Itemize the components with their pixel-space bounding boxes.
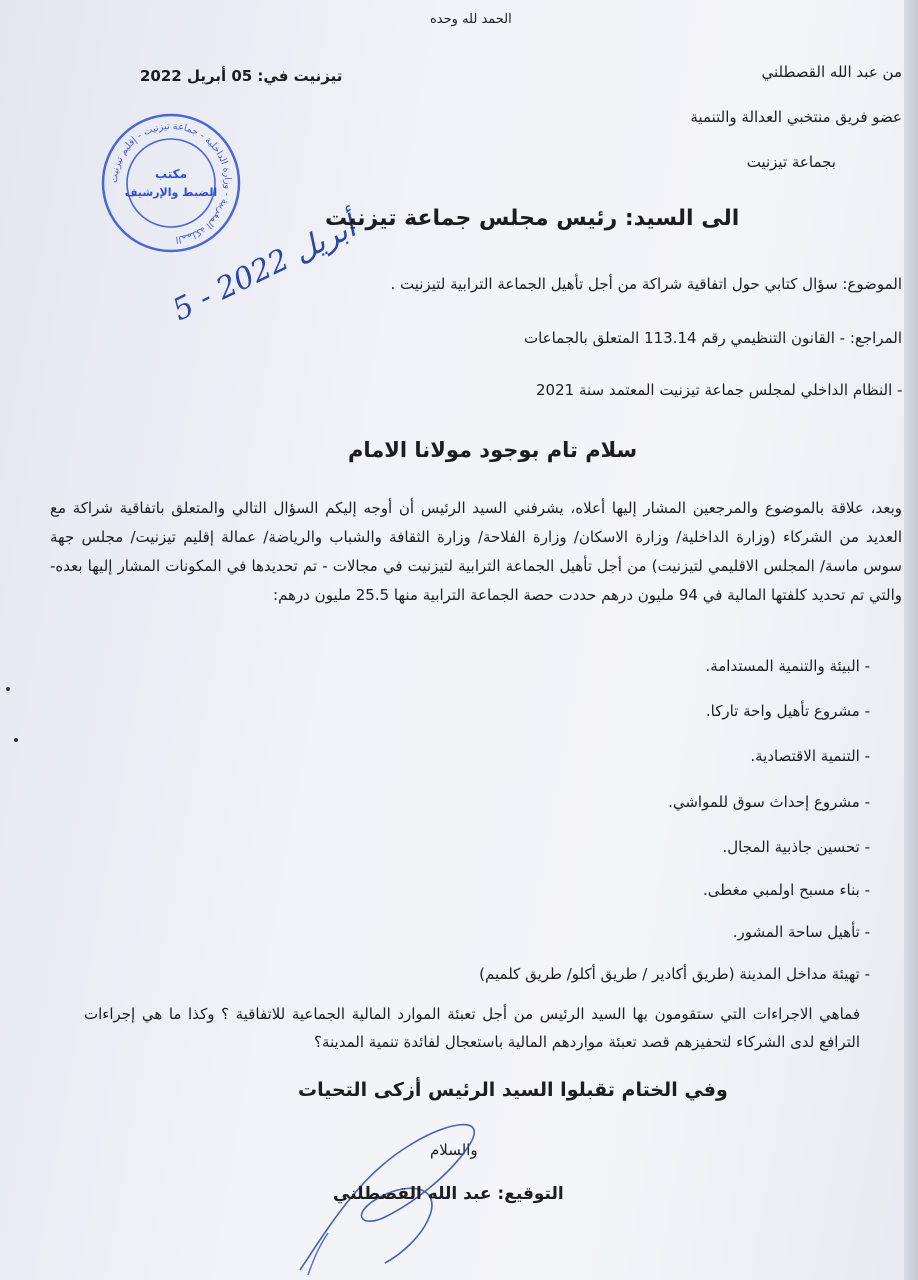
reference-1: المراجع: - القانون التنظيمي رقم 113.14 المتعلق بالجماعات xyxy=(523,329,902,347)
stamp-center-line2: الضبط والإرشيف xyxy=(124,186,218,199)
sender-affiliation: عضو فريق منتخبي العدالة والتنمية xyxy=(690,108,902,126)
addressee: الى السيد: رئيس مجلس جماعة تيزنيت xyxy=(325,206,740,231)
salam: والسلام xyxy=(430,1141,478,1159)
greeting: سلام تام بوجود مولانا الامام xyxy=(348,438,638,462)
sender-municipality: بجماعة تيزنيت xyxy=(746,153,836,171)
stamp-ring-text: المملكة المغربية - وزارة الداخلية - جماعة تيزنيت - إقليم تيزنيت xyxy=(108,120,234,245)
list-item: - البيئة والتنمية المستدامة. xyxy=(705,657,870,675)
page-edge-shadow xyxy=(904,0,918,1280)
list-item: - تأهيل ساحة المشور. xyxy=(732,923,870,941)
list-item: - بناء مسبح اولمبي مغطى. xyxy=(703,881,870,899)
list-item: - مشروع إحداث سوق للمواشي. xyxy=(668,793,870,811)
question-paragraph: فماهي الاجراءات التي ستقومون بها السيد الرئيس من أجل تعبئة الموارد المالية الجماعية للاتفاقية ؟ وكذا ما هي إجراءات الترافع لدى الشركاء لتحفيزهم قصد تعبئة مواردهم المالية باستعجال لفائدة تنمية المدينة؟ xyxy=(84,1005,860,1051)
stamp-center-line1: مكتب xyxy=(154,167,188,181)
margin-mark xyxy=(6,687,10,691)
office-stamp xyxy=(100,112,242,254)
list-item: - تهيئة مداخل المدينة (طريق أكادير / طريق أكلو/ طريق كلميم) xyxy=(479,965,870,983)
basmala: الحمد لله وحده xyxy=(430,12,512,27)
reference-2: - النظام الداخلي لمجلس جماعة تيزنيت المعتمد سنة 2021 xyxy=(536,381,903,399)
handwritten-received-date: 5 - أبريل 2022 xyxy=(167,209,362,329)
body-paragraph: وبعد، علاقة بالموضوع والمرجعين المشار إليها أعلاه، يشرفني السيد الرئيس أن أوجه إليكم السؤال التالي والمتعلق باتفاقية شراكة مع العديد من الشركاء (وزارة الداخلية/ وزارة الاسكان/ وزارة الفلاحة/ وزارة الثقافة والشباب والرياضة/ عمالة إقليم تيزنيت/ مجلس جهة سوس ماسة/ المجلس الاقليمي لتيزنيت) من أجل تأهيل الجماعة الترابية لتيزنيت في مجالات - تم تحديدها في المكونات المشار إليها بعده- والتي تم تحديد كلفتها المالية في 94 مليون درهم حددت حصة الجماعة الترابية منها 25.5 مليون درهم: xyxy=(50,499,902,604)
margin-mark xyxy=(14,738,18,742)
closing-greeting: وفي الختام تقبلوا السيد الرئيس أزكى التحيات xyxy=(298,1079,728,1101)
subject: الموضوع: سؤال كتابي حول اتفاقية شراكة من أجل تأهيل الجماعة الترابية لتيزنيت . xyxy=(390,275,902,293)
list-item: - تحسين جاذبية المجال. xyxy=(722,838,870,856)
sender-name: من عبد الله القصطلني xyxy=(761,63,902,81)
place-date: تيزنيت في: 05 أبريل 2022 xyxy=(140,67,343,85)
signature-line: التوقيع: عبد الله القصطلني xyxy=(333,1184,564,1204)
list-item: - مشروع تأهيل واحة تاركا. xyxy=(705,702,870,720)
list-item: - التنمية الاقتصادية. xyxy=(750,747,870,765)
